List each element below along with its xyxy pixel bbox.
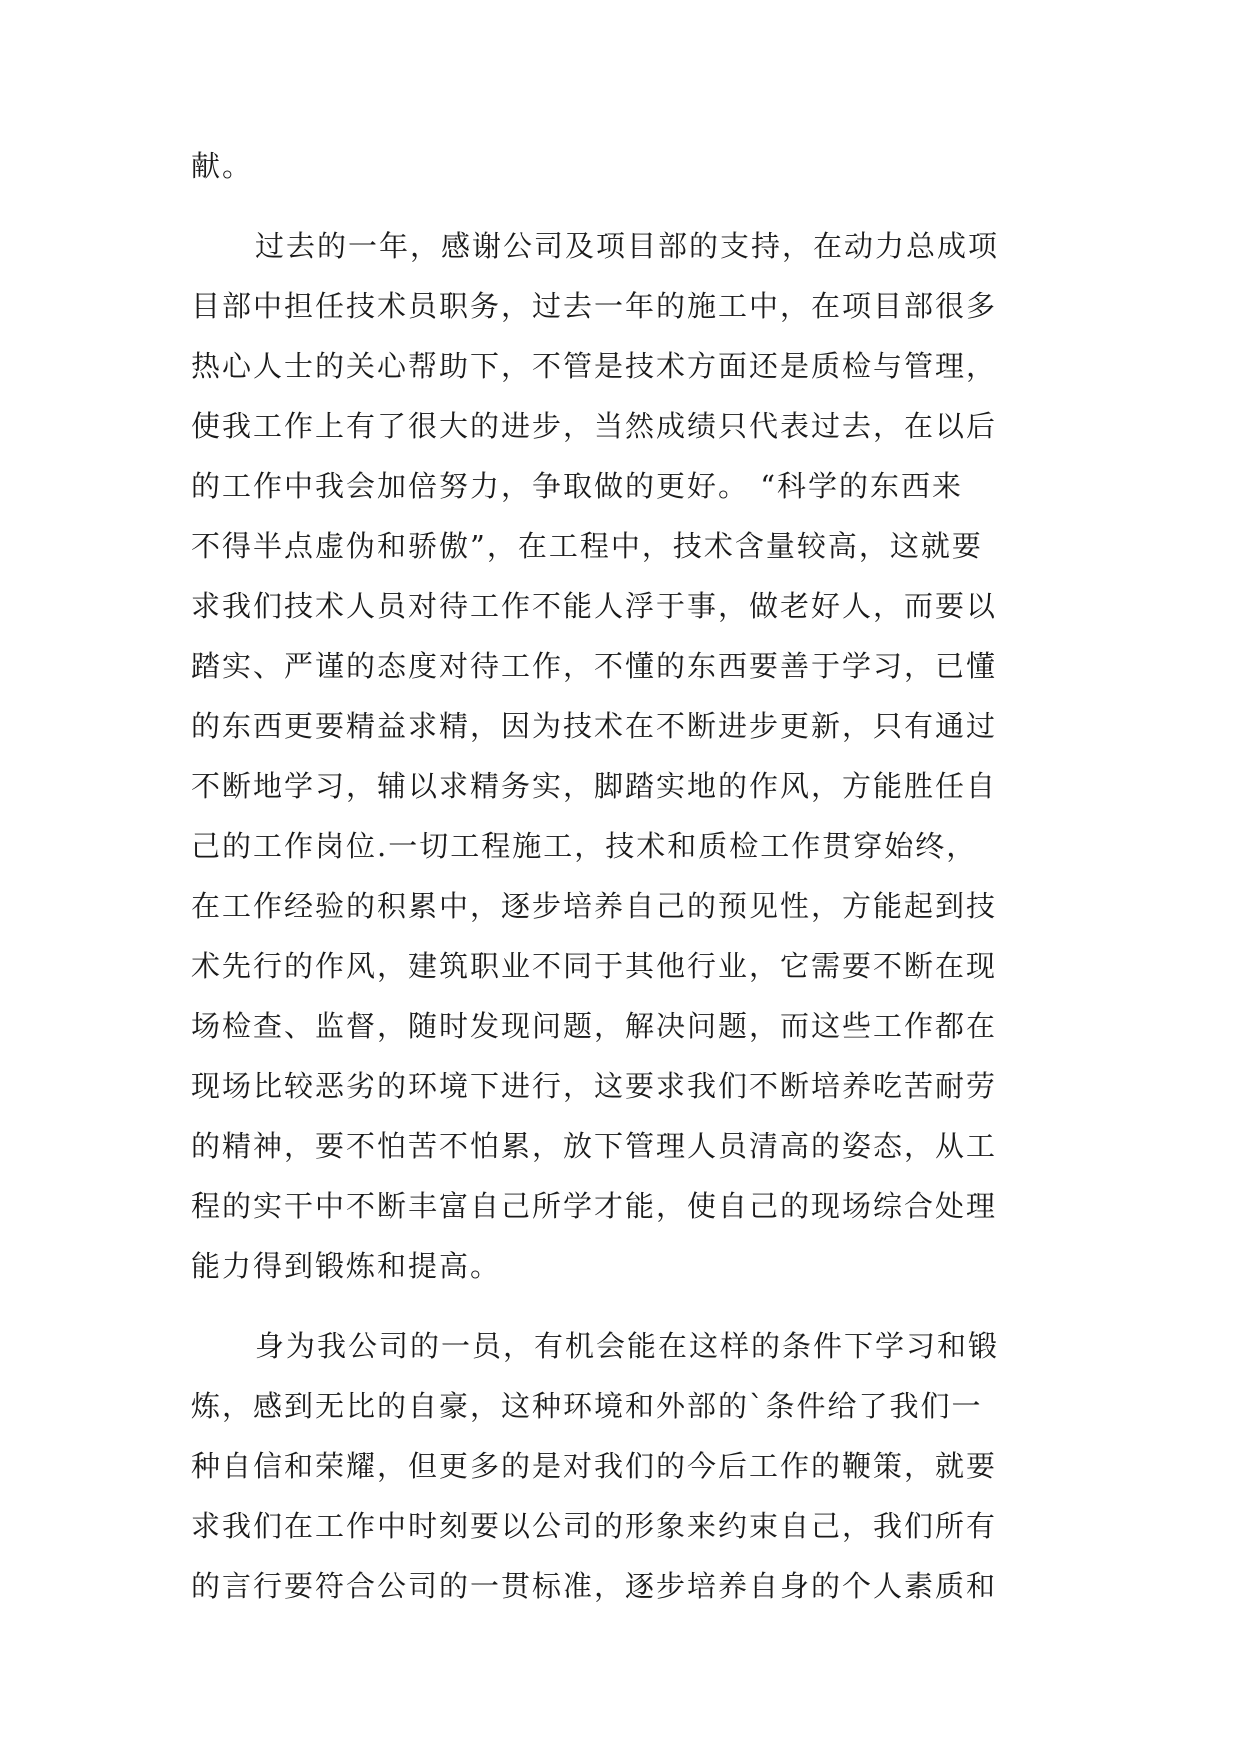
text-line: 的工作中我会加倍努力，争取做的更好。 “科学的东西来 <box>191 469 964 503</box>
text-line: 目部中担任技术员职务，过去一年的施工中，在项目部很多 <box>191 289 998 323</box>
text-line: 身为我公司的一员，有机会能在这样的条件下学习和锻 <box>255 1329 1000 1363</box>
text-line: 热心人士的关心帮助下，不管是技术方面还是质检与管理， <box>191 349 998 383</box>
text-line: 种自信和荣耀，但更多的是对我们的今后工作的鞭策，就要 <box>191 1449 998 1483</box>
text-line: 踏实、严谨的态度对待工作，不懂的东西要善于学习，已懂 <box>191 649 998 683</box>
text-line: 己的工作岗位.一切工程施工，技术和质检工作贯穿始终， <box>191 829 978 863</box>
text-line: 不得半点虚伪和骄傲”，在工程中，技术含量较高，这就要 <box>191 529 983 563</box>
text-line: 的精神，要不怕苦不怕累，放下管理人员清高的姿态，从工 <box>191 1129 998 1163</box>
text-line: 的东西更要精益求精，因为技术在不断进步更新，只有通过 <box>191 709 998 743</box>
text-line: 场检查、监督，随时发现问题，解决问题，而这些工作都在 <box>191 1009 998 1043</box>
text-line: 求我们在工作中时刻要以公司的形象来约束自己，我们所有 <box>191 1509 998 1543</box>
text-line: 术先行的作风，建筑职业不同于其他行业，它需要不断在现 <box>191 949 998 983</box>
text-line: 能力得到锻炼和提高。 <box>191 1249 502 1283</box>
text-line: 过去的一年，感谢公司及项目部的支持，在动力总成项 <box>255 229 1000 263</box>
text-line: 在工作经验的积累中，逐步培养自己的预见性，方能起到技 <box>191 889 998 923</box>
text-line: 不断地学习，辅以求精务实，脚踏实地的作风，方能胜任自 <box>191 769 998 803</box>
text-line: 程的实干中不断丰富自己所学才能，使自己的现场综合处理 <box>191 1189 998 1223</box>
text-line: 求我们技术人员对待工作不能人浮于事，做老好人，而要以 <box>191 589 998 623</box>
text-line: 现场比较恶劣的环境下进行，这要求我们不断培养吃苦耐劳 <box>191 1069 998 1103</box>
text-line: 炼，感到无比的自豪，这种环境和外部的`条件给了我们一 <box>191 1389 983 1423</box>
text-line: 的言行要符合公司的一贯标准，逐步培养自身的个人素质和 <box>191 1569 998 1603</box>
text-line: 献。 <box>191 149 254 183</box>
text-line: 使我工作上有了很大的进步，当然成绩只代表过去，在以后 <box>191 409 998 443</box>
